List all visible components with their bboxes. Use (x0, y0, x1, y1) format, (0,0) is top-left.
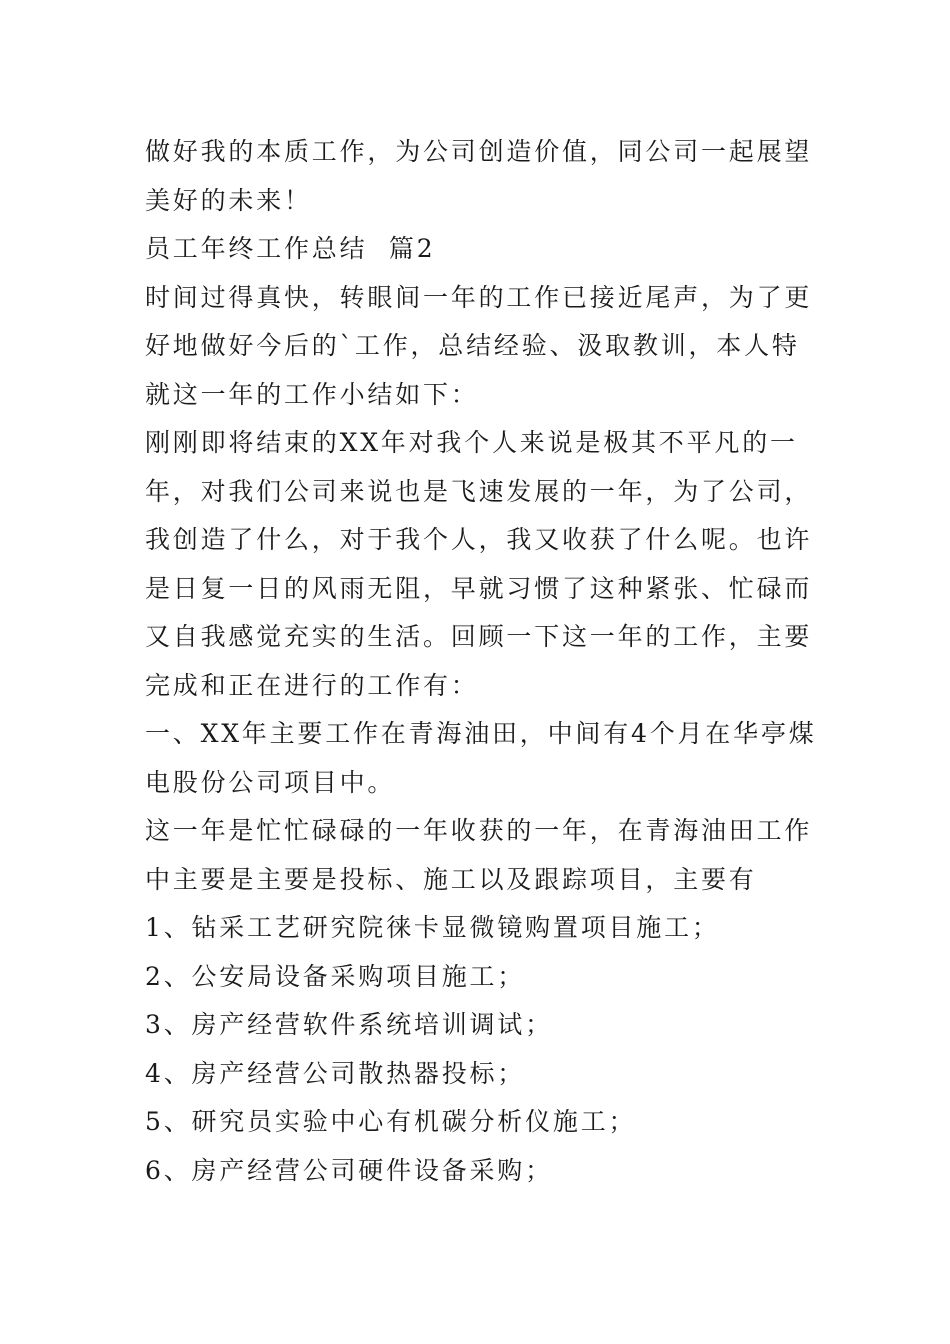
paragraph-main-work: 一、XX年主要工作在青海油田，中间有4个月在华亭煤电股份公司项目中。 (145, 719, 817, 797)
paragraph-closing-line: 做好我的本质工作，为公司创造价值，同公司一起展望美好的未来！ (145, 137, 813, 215)
list-item: 6、房产经营公司硬件设备采购； (145, 1155, 553, 1185)
list-item: 3、房产经营软件系统培训调试； (145, 1010, 553, 1039)
list-item: 2、公安局设备采购项目施工； (145, 961, 526, 991)
list-item: 4、房产经营公司散热器投标； (145, 1058, 526, 1088)
paragraph-review: 刚刚即将结束的XX年对我个人来说是极其不平凡的一年，对我们公司来说也是飞速发展的一年，为了公司，我创造了什么，对于我个人，我又收获了什么呢。也许是日复一日的风雨无阻，早就习惯了这种紧张、忙碌而又自我感觉充实的生活。回顾一下这一年的工作，主要完成和正在进行的工作有： (145, 428, 813, 700)
list-item: 1、钻采工艺研究院徕卡显微镜购置项目施工； (145, 913, 720, 942)
paragraph-intro: 时间过得真快，转眼间一年的工作已接近尾声，为了更好地做好今后的`工作，总结经验、汲取教训，本人特就这一年的工作小结如下： (145, 282, 813, 409)
paragraph-summary: 这一年是忙忙碌碌的一年收获的一年，在青海油田工作中主要是主要是投标、施工以及跟踪项目，主要有 (145, 816, 813, 894)
document-body (145, 128, 817, 1195)
section-heading: 员工年终工作总结 篇2 (145, 234, 436, 263)
list-item: 5、研究员实验中心有机碳分析仪施工； (145, 1107, 637, 1136)
